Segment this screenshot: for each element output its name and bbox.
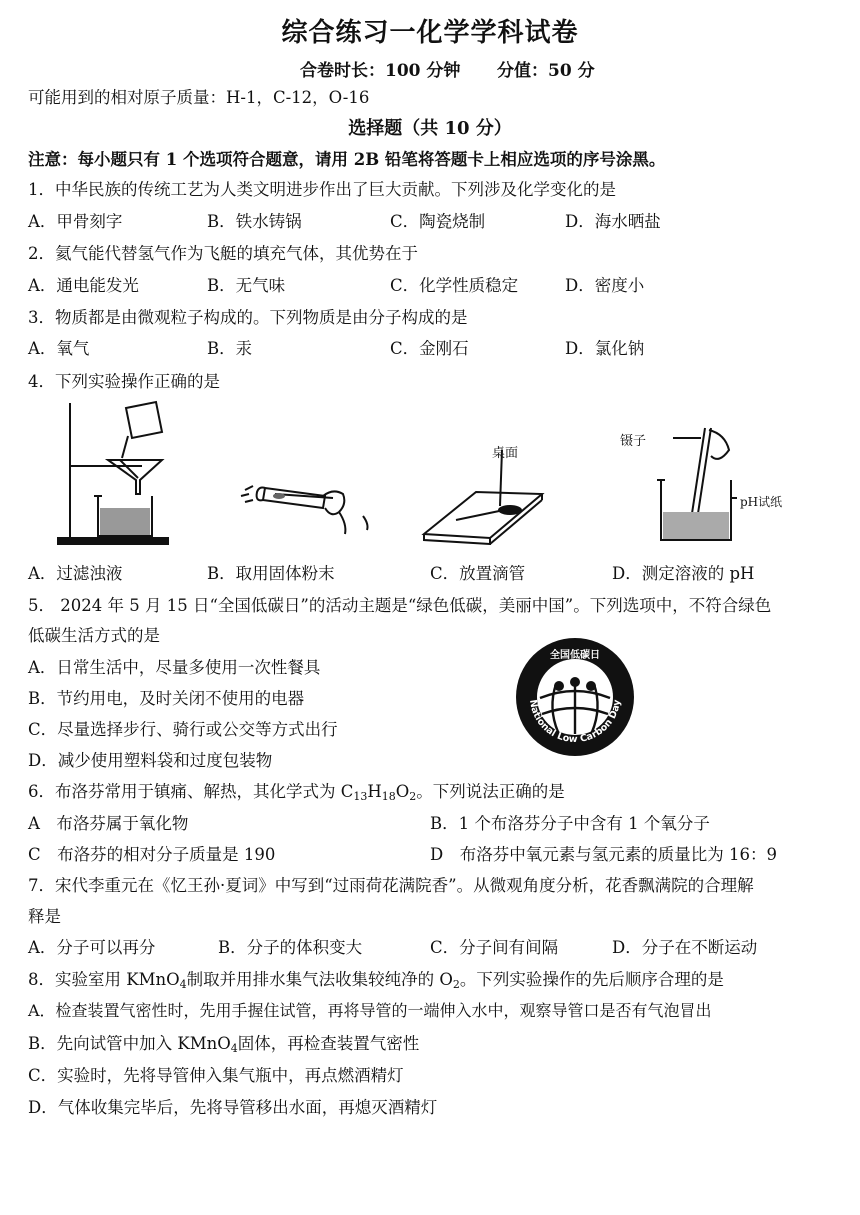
q2-stem: 2．氦气能代替氢气作为飞艇的填充气体，其优势在于 xyxy=(28,244,418,263)
q1-option-c: C．陶瓷烧制 xyxy=(390,212,486,231)
filtration-apparatus-figure xyxy=(50,398,180,548)
q1-option-a: A．甲骨刻字 xyxy=(28,212,123,231)
q4-option-b: B．取用固体粉末 xyxy=(207,564,335,583)
q6-option-c: C 布洛芬的相对分子质量是 190 xyxy=(28,845,276,864)
q7-stem-line1: 7．宋代李重元在《忆王孙·夏词》中写到“过雨荷花满院香”。从微观角度分析，花香飘满院的合理解 xyxy=(28,876,754,895)
q5-option-d: D．减少使用塑料袋和过度包装物 xyxy=(28,751,273,770)
ph-solution xyxy=(663,512,729,539)
q4-option-d: D．测定溶液的 pH xyxy=(612,564,755,583)
q7-option-c: C．分子间有间隔 xyxy=(430,938,559,957)
q5-option-a: A．日常生活中，尽量多使用一次性餐具 xyxy=(28,658,321,677)
logo-top-text: 全国低碳日 xyxy=(550,650,600,661)
q5-option-b: B．节约用电，及时关闭不使用的电器 xyxy=(28,689,305,708)
q3-option-c: C．金刚石 xyxy=(390,339,469,358)
q3-option-d: D．氯化钠 xyxy=(565,339,645,358)
q1-option-d: D．海水晒盐 xyxy=(565,212,661,231)
q4-stem: 4．下列实验操作正确的是 xyxy=(28,372,220,391)
powder-scoop-figure xyxy=(235,468,385,538)
q2-option-c: C．化学性质稳定 xyxy=(390,276,519,295)
desk-label: 桌面 xyxy=(492,446,519,461)
logo-ring-text: National Low Carbon Day xyxy=(526,698,623,746)
section-title: 选择题（共 10 分） xyxy=(348,118,512,139)
q8-option-d: D．气体收集完毕后，先将导管移出水面，再熄灭酒精灯 xyxy=(28,1098,438,1117)
q6-option-d: D 布洛芬中氧元素与氢元素的质量比为 16：9 xyxy=(430,845,777,864)
q7-stem-line2: 释是 xyxy=(28,907,61,926)
q1-stem: 1．中华民族的传统工艺为人类文明进步作出了巨大贡献。下列涉及化学变化的是 xyxy=(28,180,616,199)
q2-option-d: D．密度小 xyxy=(565,276,645,295)
q6-stem: 6．布洛芬常用于镇痛、解热，其化学式为 $C_{13}H_{18}O_2$。下列说法正确的是 xyxy=(28,782,565,803)
q7-option-a: A．分子可以再分 xyxy=(28,938,156,957)
atomic-masses: 可能用到的相对原子质量：H-1，C-12，O-16 xyxy=(28,88,370,107)
ph-test-figure xyxy=(645,420,775,545)
q8-stem: 8．实验室用 KMnO$_4$制取并用排水集气法收集较纯净的 $O_2$。下列实验操作的先后顺序合理的是 xyxy=(28,970,724,991)
q5-stem-line1: 5． 2024 年 5 月 15 日“全国低碳日”的活动主题是“绿色低碳，美丽中国”。下列选项中，不符合绿色 xyxy=(28,596,772,615)
filtrate-liquid xyxy=(100,508,150,535)
q7-option-b: B．分子的体积变大 xyxy=(218,938,363,957)
exam-title: 综合练习一化学学科试卷 xyxy=(281,18,579,48)
q6-option-a: A 布洛芬属于氧化物 xyxy=(28,814,189,833)
q7-option-d: D．分子在不断运动 xyxy=(612,938,758,957)
q8-option-a: A．检查装置气密性时，先用手握住试管，再将导管的一端伸入水中，观察导管口是否有气泡冒出 xyxy=(28,1001,712,1020)
q4-option-c: C．放置滴管 xyxy=(430,564,526,583)
tweezers-label: 镊子 xyxy=(620,434,647,449)
dropper-bulb xyxy=(498,505,522,515)
dropper-on-desk-figure xyxy=(418,440,553,545)
powder-sample xyxy=(273,493,285,499)
q4-option-a: A．过滤浊液 xyxy=(28,564,123,583)
exam-score: 分值：50 分 xyxy=(497,61,595,81)
q3-option-a: A．氧气 xyxy=(28,339,90,358)
q1-option-b: B．铁水铸锅 xyxy=(207,212,302,231)
q5-stem-line2: 低碳生活方式的是 xyxy=(28,626,160,645)
q2-option-a: A．通电能发光 xyxy=(28,276,139,295)
q6-option-b: B．1 个布洛芬分子中含有 1 个氧分子 xyxy=(430,814,710,833)
q5-option-c: C．尽量选择步行、骑行或公交等方式出行 xyxy=(28,720,338,739)
q8-option-c: C．实验时，先将导管伸入集气瓶中，再点燃酒精灯 xyxy=(28,1066,404,1085)
q2-option-b: B．无气味 xyxy=(207,276,286,295)
ph-paper-label: pH试纸 xyxy=(740,495,783,509)
low-carbon-day-logo xyxy=(514,636,636,758)
exam-duration: 合卷时长：100 分钟 xyxy=(300,61,461,81)
q3-stem: 3．物质都是由微观粒子构成的。下列物质是由分子构成的是 xyxy=(28,308,468,327)
q3-option-b: B．汞 xyxy=(207,339,253,358)
q8-option-b: B．先向试管中加入 KMnO$_4$固体，再检查装置气密性 xyxy=(28,1034,420,1055)
section-note: 注意：每小题只有 1 个选项符合题意，请用 2B 铅笔将答题卡上相应选项的序号涂黑。 xyxy=(28,150,666,169)
